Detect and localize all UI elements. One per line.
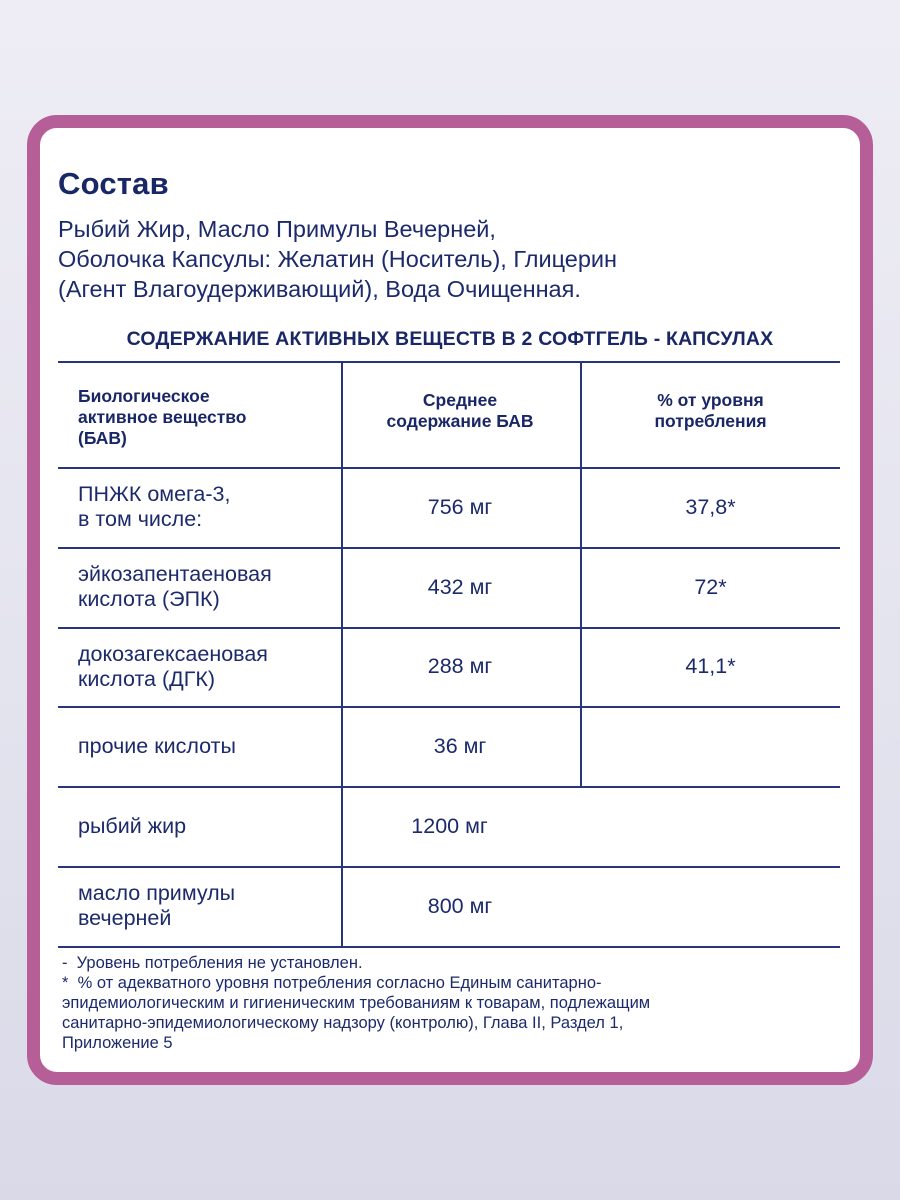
table-row-substance — [60, 627, 340, 706]
header-substance — [60, 361, 340, 467]
table-row-amount: 1200 мг — [411, 813, 488, 838]
header-average-line: Среднее — [422, 390, 498, 410]
table-row-percent: 37,8* — [685, 494, 736, 519]
header-percent-line: потребления — [654, 411, 767, 431]
header-average — [341, 361, 579, 467]
substance-line: вечерней — [78, 906, 172, 930]
header-substance-line: активное вещество — [78, 406, 247, 427]
footnotes — [62, 953, 842, 1053]
substance-line: эйкозапентаеновая — [78, 562, 272, 586]
substance-line: докозагексаеновая — [78, 641, 268, 666]
composition-text — [58, 214, 848, 304]
composition-line: Оболочка Капсулы: Желатин (Носитель), Глицерин — [58, 246, 618, 272]
table-row-substance — [60, 467, 340, 547]
table-row-amount: 36 мг — [433, 733, 487, 758]
footnote-line: * % от адекватного уровня потребления согласно Единым санитарно- — [62, 974, 602, 992]
table-row-amount: 288 мг — [427, 654, 493, 678]
substance-line: в том числе: — [78, 507, 203, 531]
table-row-substance — [60, 866, 340, 946]
table-row-percent: 72* — [694, 574, 727, 599]
header-substance-line: (БАВ) — [78, 427, 127, 448]
table-row-substance — [60, 547, 340, 627]
header-average-line: содержание БАВ — [386, 411, 534, 431]
footnote-line: санитарно-эпидемиологическому надзору (контролю), Глава II, Раздел 1, — [62, 1014, 624, 1032]
table-row-amount: 800 мг — [427, 893, 493, 918]
header-percent — [581, 361, 840, 467]
composition-line: (Агент Влагоудерживающий), Вода Очищенная. — [58, 276, 581, 302]
table-row-amount: 756 мг — [427, 494, 493, 519]
footnote-line: эпидемиологическим и гигиеническим требованиям к товарам, подлежащим — [62, 994, 651, 1012]
substance-line: масло примулы — [78, 881, 236, 905]
composition-card — [27, 115, 873, 1085]
composition-line: Рыбий Жир, Масло Примулы Вечерней, — [58, 216, 496, 242]
table-row-percent: 41,1* — [685, 654, 736, 678]
table-heading: СОДЕРЖАНИЕ АКТИВНЫХ ВЕЩЕСТВ В 2 СОФТГЕЛЬ - КАПСУЛАХ — [126, 328, 774, 350]
header-percent-line: % от уровня — [657, 390, 764, 410]
header-substance-line: Биологическое — [78, 385, 210, 406]
table-row-substance: прочие кислоты — [78, 733, 236, 758]
footnote-line: - Уровень потребления не установлен. — [62, 954, 363, 972]
table-rule — [58, 946, 840, 948]
table-row-substance: рыбий жир — [78, 813, 187, 838]
table-row-amount: 432 мг — [427, 574, 493, 599]
composition-title: Состав — [58, 166, 169, 201]
footnote-line: Приложение 5 — [62, 1034, 173, 1052]
substance-line: кислота (ЭПК) — [78, 587, 220, 611]
substance-line: ПНЖК омега-3, — [78, 482, 231, 506]
substance-line: кислота (ДГК) — [78, 666, 216, 691]
